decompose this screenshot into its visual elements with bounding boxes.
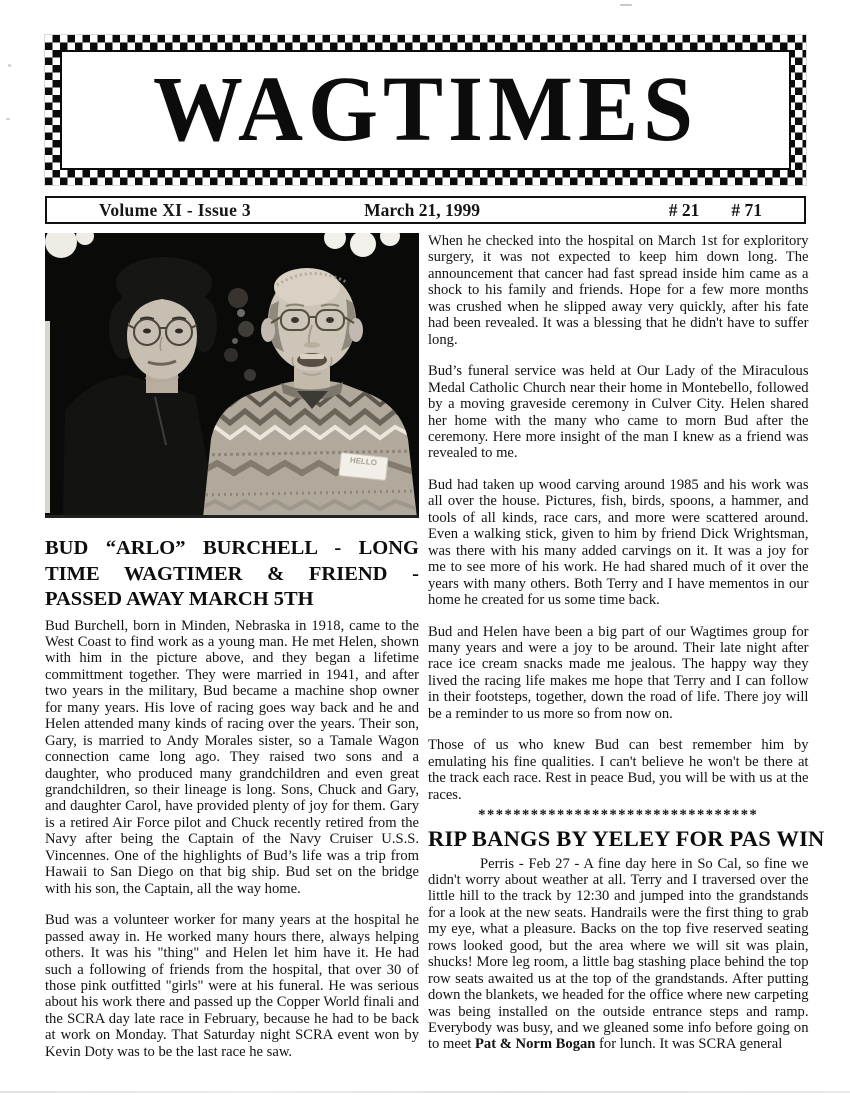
article-headline-rip-bangs: RIP BANGS BY YELEY FOR PAS WIN (428, 825, 825, 851)
asterisk-divider: ******************************** (478, 807, 759, 824)
scan-artifact-line (0, 1091, 850, 1093)
masthead-box (60, 50, 791, 170)
article-columns (45, 233, 825, 1060)
paragraph-text: Perris - Feb 27 - A fine day here in So Cal, so fine we didn't worry about weather at all. Terry and I traversed over the little hill to the track by 12:30 and jumped into the grandstands for a look at the new seats. Handrails were the first thing to grab my eye, what a pleasure. Backs on the top five reserved seating rows looked good, but the area where we will sit was plain, shucks! More leg room, a little bag stashing place behind the top row seats awaited us at the top of the grandstands. After putting down the blankets, we headed for the office where new carpeting was being installed on the outside entrance steps and ramp. Everybody was busy, and we gleaned some info before going on to meet (428, 855, 809, 1053)
newsletter-title: WAGTIMES (152, 58, 699, 161)
article-headline-bud-burchell: BUD “ARLO” BURCHELL - LONG TIME WAGTIMER & FRIEND - PASSED AWAY MARCH 5TH (45, 537, 419, 610)
article-paragraph: Bud Burchell, born in Minden, Nebraska in 1918, came to the West Coast to find work as a young man. He met Helen, shown with him in the picture above, and they began a lifetime committment together. They were married in 1941, and after two years in the military, Bud became a machine shop owner for many years. His love of racing goes way back and he and Helen attended many kinds of racing over the years. Their son, Gary, is married to Andy Morales sister, so a Tamale Wagon connection came long ago. They raised two sons and a daughter, who produced many grandchildren and even great grandchildren, so their lineage is long. Sons, Chuck and Gary, and daughter Carol, have provided plenty of joy for them. Gary is a retired Air Force pilot and Chuck recently retired from the Navy after being the Captain of the Navy Cruiser U.S.S. Vincennes. One of the highlights of Bud’s life was a trip from Hawaii to San Diego on that big ship. Bud set on the bridge with his son, the Captain, all the way home. (45, 617, 419, 897)
volume-bar (45, 196, 806, 224)
masthead-checkered-border (45, 35, 806, 185)
article-paragraph (428, 856, 809, 1053)
article-paragraph: Bud’s funeral service was held at Our Lady of the Miraculous Medal Catholic Church near their home in Montebello, followed by a moving graveside ceremony in Culver City. Helen shared her home with the many who came to morn Bud after the ceremony. Here more insight of the man I knew as a friend was revealed to me. (428, 363, 809, 462)
issue-number-b: # 71 (731, 199, 762, 220)
article-paragraph: Bud was a volunteer worker for many years at the hospital he passed away in. He worked many hours there, always helping others. It was his "thing" and Helen let him have it. He had such a following of friends from the hospital, that over 30 of those pink outfitted "girls" were at his funeral. He was serious about his work there and passed up the Copper World finali and the SCRA day late race in February, because he had to be back at work on Monday. That Saturday night SCRA event won by Kevin Doty was to be the last race he saw. (45, 912, 419, 1060)
article-paragraph: Bud had taken up wood carving around 1985 and his work was all over the house. Pictures, fish, birds, spoons, a hammer, and tools of all kinds, race cars, and more were scattered around. Even a walking stick, given to him by friend Dick Wrightsman, was there with his many added carvings on it. It was a joy for me to see more of his work. He had shared much of it over the years with many others. Both Terry and I have mementos in our home he created for us some time back. (428, 476, 809, 609)
volume-issue-label: Volume XI - Issue 3 (99, 199, 251, 220)
article-paragraph: Those of us who knew Bud can best remember him by emulating his fine qualities. I can't believe he won't be there at the track each race. Rest in peace Bud, you will be with us at the races. (428, 737, 809, 803)
photo-bud-helen (45, 233, 419, 518)
issue-numbers (669, 200, 762, 221)
bold-names: Pat & Norm Bogan (475, 1036, 596, 1053)
scan-artifact-dot (6, 118, 10, 120)
paragraph-text: for lunch. It was SCRA general (595, 1036, 783, 1053)
hello-name-tag (339, 453, 388, 481)
article-paragraph: Bud and Helen have been a big part of our Wagtimes group for many years and were a joy to be around. Their late night after race ice cream snacks made me jealous. The happy way they lived the racing life makes me hope that Terry and I can follow in their footsteps, together, down the road of life. There joy will be a reminder to us more so from now on. (428, 623, 809, 722)
svg-text:HELLO: HELLO (349, 455, 378, 468)
article-paragraph: When he checked into the hospital on March 1st for exploritory surgery, it was not expected to keep him down long. The announcement that cancer had fast spread inside him came as a shock to his family and friends. Hope for a few more months was crushed when he slipped away very quickly, after his fate had been revealed. It was a blessing that he didn't have to suffer long. (428, 233, 809, 348)
issue-date: March 21, 1999 (364, 199, 480, 220)
issue-number-a: # 21 (668, 199, 700, 220)
left-column (45, 233, 419, 1060)
scan-artifact-dash (620, 4, 632, 6)
scan-artifact-dot (8, 64, 11, 67)
right-column (428, 233, 825, 1060)
